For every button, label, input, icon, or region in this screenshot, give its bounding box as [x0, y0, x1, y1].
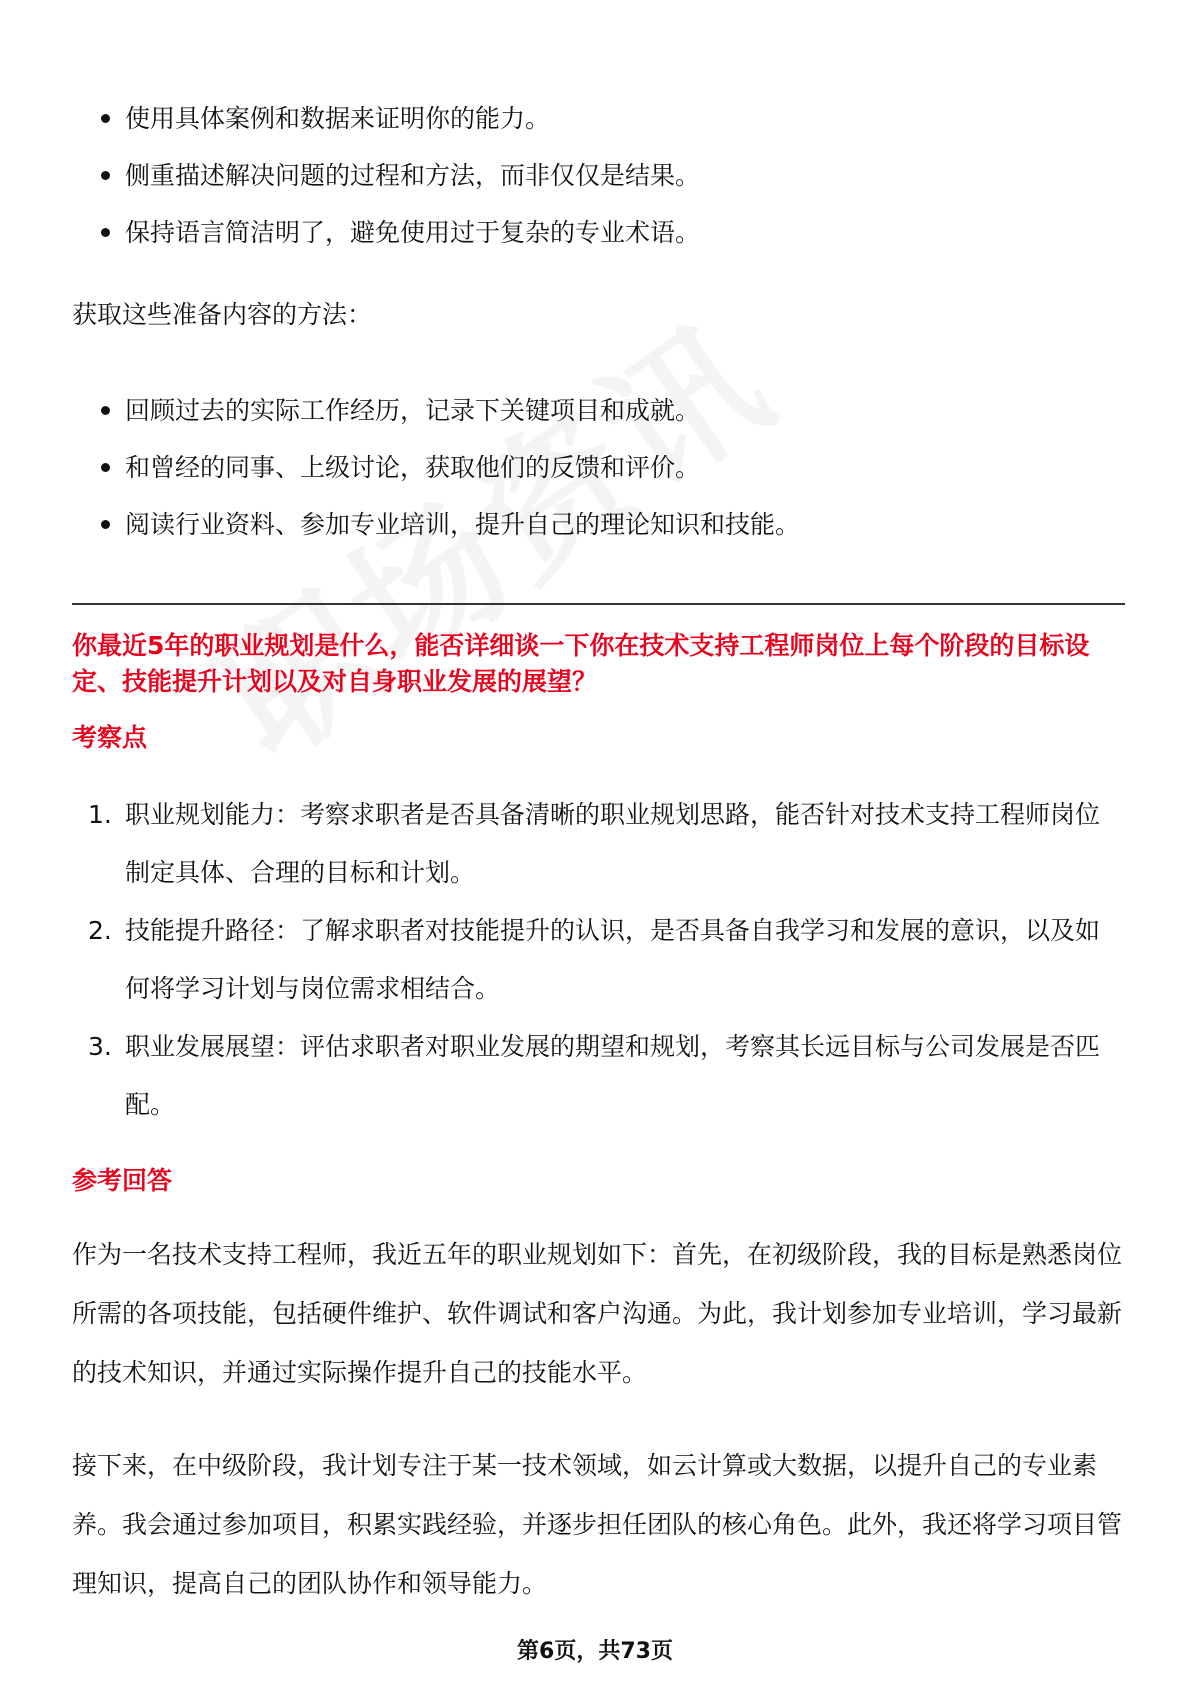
- bullet-icon: [101, 171, 110, 180]
- tips-list: [72, 90, 700, 261]
- list-item: 保持语言简洁明了，避免使用过于复杂的专业术语。: [72, 204, 700, 261]
- item-number: 2.: [88, 916, 112, 945]
- list-item: 回顾过去的实际工作经历，记录下关键项目和成就。: [72, 382, 800, 439]
- list-item: [72, 902, 1122, 1018]
- answer-heading: 参考回答: [72, 1166, 173, 1195]
- list-item: 和曾经的同事、上级讨论，获取他们的反馈和评价。: [72, 439, 800, 496]
- bullet-icon: [101, 114, 110, 123]
- answer-paragraph: 接下来，在中级阶段，我计划专注于某一技术领域，如云计算或大数据，以提升自己的专业素养。我会通过参加项目，积累实践经验，并逐步担任团队的核心角色。此外，我还将学习项目管理知识，提高自己的团队协作和领导能力。: [72, 1451, 1123, 1598]
- methods-list: [72, 382, 800, 553]
- item-text: 职业发展展望：评估求职者对职业发展的期望和规划，考察其长远目标与公司发展是否匹配。: [125, 1032, 1101, 1119]
- focus-heading: 考察点: [72, 723, 148, 752]
- list-item: 使用具体案例和数据来证明你的能力。: [72, 90, 700, 147]
- item-text: 技能提升路径：了解求职者对技能提升的认识，是否具备自我学习和发展的意识，以及如何将学习计划与岗位需求相结合。: [125, 916, 1101, 1003]
- bullet-icon: [101, 520, 110, 529]
- item-number: 3.: [88, 1032, 112, 1061]
- section-divider: [72, 603, 1125, 605]
- list-item: 阅读行业资料、参加专业培训，提升自己的理论知识和技能。: [72, 496, 800, 553]
- answer-paragraph: 作为一名技术支持工程师，我近五年的职业规划如下：首先，在初级阶段，我的目标是熟悉岗位所需的各项技能，包括硬件维护、软件调试和客户沟通。为此，我计划参加专业培训，学习最新的技术知识，并通过实际操作提升自己的技能水平。: [72, 1240, 1123, 1387]
- bullet-icon: [101, 228, 110, 237]
- item-text: 职业规划能力：考察求职者是否具备清晰的职业规划思路，能否针对技术支持工程师岗位制定具体、合理的目标和计划。: [125, 800, 1101, 887]
- bullet-icon: [101, 406, 110, 415]
- page-number: 第6页，共73页: [517, 1639, 673, 1664]
- item-number: 1.: [88, 800, 112, 829]
- list-item: [72, 1018, 1122, 1134]
- interview-question: 你最近5年的职业规划是什么，能否详细谈一下你在技术支持工程师岗位上每个阶段的目标设定、技能提升计划以及对自身职业发展的展望？: [72, 631, 1090, 696]
- bullet-icon: [101, 463, 110, 472]
- list-item: 侧重描述解决问题的过程和方法，而非仅仅是结果。: [72, 147, 700, 204]
- methods-intro: 获取这些准备内容的方法：: [72, 300, 373, 329]
- list-item: [72, 786, 1122, 902]
- focus-points-list: [72, 786, 1122, 1134]
